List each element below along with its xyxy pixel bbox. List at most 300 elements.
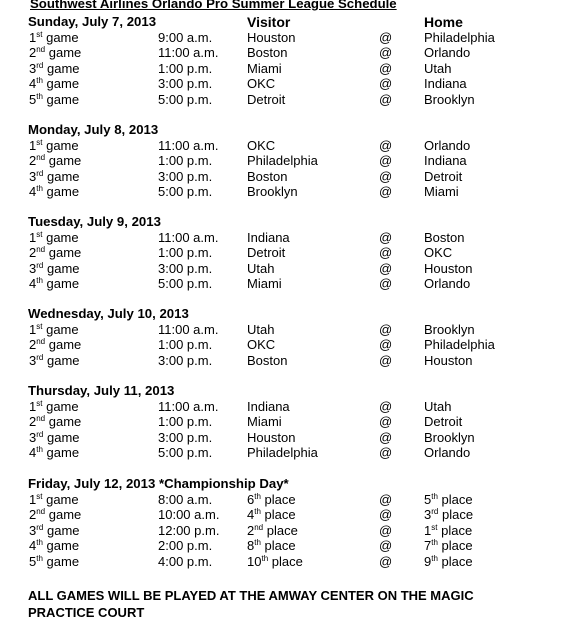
at-symbol: @ xyxy=(379,337,393,353)
visitor-team xyxy=(247,507,296,523)
game-number xyxy=(29,61,80,77)
visitor-team xyxy=(247,322,274,338)
game-time: 3:00 p.m. xyxy=(158,352,213,368)
game-time: 11:00 a.m. xyxy=(158,322,219,337)
game-num-suffix: st xyxy=(36,30,43,39)
at-symbol: @ xyxy=(379,138,393,153)
game-time: 12:00 p.m. xyxy=(158,522,220,538)
home-team xyxy=(424,30,495,46)
home-team xyxy=(424,322,475,338)
game-row xyxy=(0,61,568,77)
at-symbol: @ xyxy=(379,230,393,245)
game-num-suffix: nd xyxy=(36,507,46,517)
game-word: game xyxy=(48,507,82,523)
game-time: 2:00 p.m. xyxy=(158,538,213,554)
game-time: 4:00 p.m. xyxy=(158,553,213,569)
home-team xyxy=(424,399,451,415)
game-number xyxy=(29,492,79,508)
game-time: 5:00 p.m. xyxy=(158,184,213,200)
at-symbol: @ xyxy=(379,91,393,107)
home-name: Utah xyxy=(424,60,452,76)
game-row xyxy=(0,492,568,508)
home-team xyxy=(424,538,473,554)
game-number xyxy=(29,414,81,430)
game-num-suffix: th xyxy=(36,91,43,101)
game-word: game xyxy=(48,414,82,430)
visitor-team xyxy=(247,230,290,246)
at-symbol: @ xyxy=(379,352,393,368)
game-num-suffix: rd xyxy=(36,168,44,178)
home-team xyxy=(424,276,470,292)
home-name: Houston xyxy=(424,260,473,276)
game-time: 1:00 p.m. xyxy=(158,245,213,261)
home-name: Philadelphia xyxy=(424,30,495,45)
visitor-name: Houston xyxy=(247,429,296,445)
game-time: 3:00 p.m. xyxy=(158,429,213,445)
home-name: 3 xyxy=(424,507,432,523)
at-symbol: @ xyxy=(379,184,393,200)
home-suffix: th xyxy=(431,538,438,548)
visitor-name: Boston xyxy=(247,352,288,368)
game-number xyxy=(29,523,80,539)
game-row xyxy=(0,430,568,446)
home-name: 5 xyxy=(424,492,432,507)
game-row xyxy=(0,399,568,415)
home-team xyxy=(424,169,462,185)
game-number xyxy=(29,45,81,61)
at-symbol: @ xyxy=(379,30,393,45)
at-symbol: @ xyxy=(379,45,393,61)
game-word: game xyxy=(46,522,80,538)
visitor-name: Utah xyxy=(247,260,275,276)
game-row xyxy=(0,76,568,92)
at-symbol: @ xyxy=(379,153,393,169)
game-word: game xyxy=(46,91,80,107)
at-symbol: @ xyxy=(379,492,393,507)
game-number xyxy=(29,245,81,261)
home-team xyxy=(424,153,467,169)
game-row xyxy=(0,30,568,46)
game-time: 8:00 a.m. xyxy=(158,492,213,507)
game-word: game xyxy=(46,322,79,337)
visitor-name: 6 xyxy=(247,492,255,507)
visitor-team xyxy=(247,337,275,353)
game-num-suffix: rd xyxy=(36,60,44,70)
game-num-suffix: th xyxy=(36,538,43,548)
game-time: 1:00 p.m. xyxy=(158,153,213,169)
home-team xyxy=(424,245,452,261)
schedule-footer-note: ALL GAMES WILL BE PLAYED AT THE AMWAY CENTER ON THE MAGIC PRACTICE COURT xyxy=(28,588,474,618)
game-word: game xyxy=(48,45,82,61)
home-suffix: th xyxy=(431,492,438,501)
visitor-team xyxy=(247,261,274,277)
game-word: game xyxy=(48,153,82,169)
game-num: 2 xyxy=(29,337,37,353)
game-num-suffix: th xyxy=(36,76,43,86)
game-word: game xyxy=(46,553,80,569)
game-num-suffix: th xyxy=(36,184,43,194)
game-time: 3:00 p.m. xyxy=(158,168,213,184)
game-num-suffix: th xyxy=(36,276,43,286)
game-number xyxy=(29,322,79,338)
game-num-suffix: st xyxy=(36,138,43,147)
visitor-name: OKC xyxy=(247,337,276,353)
at-symbol: @ xyxy=(379,445,393,461)
game-time: 11:00 a.m. xyxy=(158,399,219,414)
game-number xyxy=(29,169,80,185)
game-number xyxy=(29,507,81,523)
game-time: 1:00 p.m. xyxy=(158,337,213,353)
home-name: Detroit xyxy=(424,168,463,184)
visitor-team xyxy=(247,523,298,539)
home-name: Philadelphia xyxy=(424,337,495,353)
game-num: 2 xyxy=(29,507,37,523)
game-num: 2 xyxy=(29,414,37,430)
home-column-header: Home xyxy=(424,14,463,30)
game-word: game xyxy=(46,138,79,153)
visitor-place-word: place xyxy=(271,553,303,569)
game-num-suffix: th xyxy=(36,553,43,563)
day-heading: Wednesday, July 10, 2013 xyxy=(28,306,189,321)
game-row xyxy=(0,353,568,369)
game-num: 3 xyxy=(29,60,37,76)
visitor-name: 8 xyxy=(247,538,255,554)
game-row xyxy=(0,184,568,200)
game-word: game xyxy=(46,184,80,200)
home-place-word: place xyxy=(441,522,473,538)
visitor-suffix: th xyxy=(254,538,261,548)
home-name: 1 xyxy=(424,522,432,538)
visitor-team xyxy=(247,414,282,430)
game-num: 3 xyxy=(29,260,37,276)
at-symbol: @ xyxy=(379,168,393,184)
game-time: 3:00 p.m. xyxy=(158,260,213,276)
visitor-name: Indiana xyxy=(247,230,290,245)
game-num: 1 xyxy=(29,492,37,507)
game-num: 5 xyxy=(29,91,37,107)
home-name: 9 xyxy=(424,553,432,569)
at-symbol: @ xyxy=(379,553,393,569)
game-row xyxy=(0,138,568,154)
home-team xyxy=(424,430,475,446)
visitor-team xyxy=(247,445,318,461)
home-place-word: place xyxy=(441,492,473,507)
home-suffix: rd xyxy=(431,507,439,517)
game-num-suffix: rd xyxy=(36,522,44,532)
visitor-suffix: nd xyxy=(254,522,264,532)
home-name: Utah xyxy=(424,399,452,414)
game-num-suffix: nd xyxy=(36,45,46,55)
visitor-place-word: place xyxy=(264,492,296,507)
home-team xyxy=(424,45,470,61)
game-num-suffix: rd xyxy=(36,352,44,362)
day-heading: Friday, July 12, 2013 *Championship Day* xyxy=(28,476,289,491)
game-num-suffix: nd xyxy=(36,245,46,255)
day-heading: Thursday, July 11, 2013 xyxy=(28,383,175,398)
home-team xyxy=(424,261,472,277)
visitor-team xyxy=(247,538,296,554)
game-num-suffix: st xyxy=(36,399,43,408)
visitor-name: Houston xyxy=(247,30,296,45)
game-time: 1:00 p.m. xyxy=(158,60,213,76)
visitor-name: Philadelphia xyxy=(247,153,318,169)
game-num: 3 xyxy=(29,168,37,184)
game-number xyxy=(29,399,79,415)
visitor-place-word: place xyxy=(264,507,296,523)
visitor-name: Miami xyxy=(247,276,282,292)
home-name: Miami xyxy=(424,184,459,200)
visitor-name: Utah xyxy=(247,322,275,337)
at-symbol: @ xyxy=(379,322,393,337)
game-num: 1 xyxy=(29,322,37,337)
visitor-name: Miami xyxy=(247,60,282,76)
game-time: 3:00 p.m. xyxy=(158,76,213,92)
game-word: game xyxy=(48,337,82,353)
game-word: game xyxy=(46,76,80,92)
game-row xyxy=(0,523,568,539)
visitor-name: OKC xyxy=(247,76,276,92)
game-time: 5:00 p.m. xyxy=(158,276,213,292)
game-word: game xyxy=(46,60,80,76)
home-name: Orlando xyxy=(424,276,471,292)
visitor-team xyxy=(247,169,287,185)
visitor-name: Miami xyxy=(247,414,282,430)
game-word: game xyxy=(46,399,79,414)
home-name: OKC xyxy=(424,245,453,261)
game-row xyxy=(0,276,568,292)
home-team xyxy=(424,337,495,353)
home-name: Orlando xyxy=(424,445,471,461)
visitor-name: Boston xyxy=(247,168,288,184)
visitor-team xyxy=(247,276,282,292)
home-place-word: place xyxy=(441,553,473,569)
game-num-suffix: st xyxy=(36,230,43,239)
game-num: 2 xyxy=(29,153,37,169)
game-num: 1 xyxy=(29,230,37,245)
game-num: 1 xyxy=(29,399,37,414)
home-team xyxy=(424,92,475,108)
home-team xyxy=(424,138,470,154)
game-number xyxy=(29,538,79,554)
home-team xyxy=(424,76,467,92)
game-num: 5 xyxy=(29,553,37,569)
home-team xyxy=(424,445,470,461)
home-name: Orlando xyxy=(424,138,471,153)
game-number xyxy=(29,138,79,154)
game-number xyxy=(29,230,79,246)
game-word: game xyxy=(46,276,80,292)
visitor-name: Detroit xyxy=(247,91,286,107)
game-row xyxy=(0,230,568,246)
visitor-name: 10 xyxy=(247,553,262,569)
game-num-suffix: st xyxy=(36,322,43,331)
game-number xyxy=(29,30,79,46)
visitor-name: 4 xyxy=(247,507,255,523)
home-name: Boston xyxy=(424,230,465,245)
game-time: 5:00 p.m. xyxy=(158,445,213,461)
game-num: 1 xyxy=(29,30,37,45)
game-time: 1:00 p.m. xyxy=(158,414,213,430)
visitor-team xyxy=(247,554,303,570)
game-row xyxy=(0,245,568,261)
visitor-team xyxy=(247,353,287,369)
visitor-team xyxy=(247,92,285,108)
schedule-title: Southwest Airlines Orlando Pro Summer League Schedule xyxy=(30,0,397,11)
at-symbol: @ xyxy=(379,260,393,276)
game-num-suffix: rd xyxy=(36,260,44,270)
game-num: 4 xyxy=(29,184,37,200)
home-team xyxy=(424,353,472,369)
game-number xyxy=(29,92,79,108)
visitor-suffix: th xyxy=(261,553,269,563)
game-time: 11:00 a.m. xyxy=(158,230,219,245)
game-time: 9:00 a.m. xyxy=(158,30,213,45)
home-team xyxy=(424,507,473,523)
visitor-name: OKC xyxy=(247,138,276,153)
visitor-suffix: th xyxy=(254,492,261,501)
visitor-team xyxy=(247,492,296,508)
visitor-place-word: place xyxy=(264,538,296,554)
home-suffix: st xyxy=(431,522,438,532)
game-num-suffix: nd xyxy=(36,414,46,424)
game-row xyxy=(0,169,568,185)
home-name: Orlando xyxy=(424,45,471,61)
home-name: Brooklyn xyxy=(424,91,475,107)
at-symbol: @ xyxy=(379,507,393,523)
home-team xyxy=(424,414,462,430)
game-number xyxy=(29,430,80,446)
visitor-suffix: th xyxy=(254,507,261,517)
visitor-team xyxy=(247,184,298,200)
visitor-team xyxy=(247,153,318,169)
game-num: 2 xyxy=(29,245,37,261)
game-word: game xyxy=(46,492,79,507)
game-num: 4 xyxy=(29,276,37,292)
game-number xyxy=(29,153,81,169)
game-word: game xyxy=(46,538,80,554)
game-num: 4 xyxy=(29,76,37,92)
game-row xyxy=(0,337,568,353)
game-row xyxy=(0,507,568,523)
day-heading: Tuesday, July 9, 2013 xyxy=(28,214,161,229)
game-word: game xyxy=(46,352,80,368)
at-symbol: @ xyxy=(379,429,393,445)
game-number xyxy=(29,353,80,369)
visitor-column-header: Visitor xyxy=(247,14,291,30)
game-word: game xyxy=(46,445,80,461)
game-word: game xyxy=(46,30,79,45)
home-place-word: place xyxy=(441,507,474,523)
at-symbol: @ xyxy=(379,60,393,76)
visitor-place-word: place xyxy=(266,522,298,538)
game-row xyxy=(0,322,568,338)
game-word: game xyxy=(46,168,80,184)
game-row xyxy=(0,92,568,108)
game-row xyxy=(0,414,568,430)
visitor-team xyxy=(247,45,287,61)
game-number xyxy=(29,554,79,570)
game-row xyxy=(0,45,568,61)
game-number xyxy=(29,184,79,200)
home-name: 7 xyxy=(424,538,432,554)
visitor-team xyxy=(247,430,295,446)
at-symbol: @ xyxy=(379,399,393,414)
home-team xyxy=(424,230,464,246)
home-name: Detroit xyxy=(424,414,463,430)
home-name: Indiana xyxy=(424,153,467,169)
game-number xyxy=(29,445,79,461)
visitor-name: Brooklyn xyxy=(247,184,298,200)
day-heading: Sunday, July 7, 2013 xyxy=(28,14,157,29)
game-time: 5:00 p.m. xyxy=(158,91,213,107)
game-row xyxy=(0,538,568,554)
at-symbol: @ xyxy=(379,276,393,292)
game-number xyxy=(29,76,79,92)
home-name: Brooklyn xyxy=(424,322,475,337)
game-num: 3 xyxy=(29,352,37,368)
visitor-name: Boston xyxy=(247,45,288,61)
game-word: game xyxy=(46,230,79,245)
game-number xyxy=(29,337,81,353)
game-num-suffix: nd xyxy=(36,337,46,347)
visitor-team xyxy=(247,30,295,46)
game-number xyxy=(29,261,80,277)
home-team xyxy=(424,492,473,508)
visitor-team xyxy=(247,245,285,261)
home-team xyxy=(424,61,451,77)
home-team xyxy=(424,184,459,200)
game-num: 3 xyxy=(29,429,37,445)
visitor-team xyxy=(247,138,275,154)
at-symbol: @ xyxy=(379,245,393,261)
game-num-suffix: th xyxy=(36,445,43,455)
day-heading: Monday, July 8, 2013 xyxy=(28,122,159,137)
visitor-team xyxy=(247,61,282,77)
home-team xyxy=(424,523,472,539)
home-team xyxy=(424,554,473,570)
game-time: 11:00 a.m. xyxy=(158,138,219,153)
game-num: 2 xyxy=(29,45,37,61)
visitor-name: Philadelphia xyxy=(247,445,318,461)
at-symbol: @ xyxy=(379,522,393,538)
game-time: 11:00 a.m. xyxy=(158,45,219,61)
game-number xyxy=(29,276,79,292)
home-suffix: th xyxy=(431,553,438,563)
home-name: Brooklyn xyxy=(424,429,475,445)
game-word: game xyxy=(46,260,80,276)
game-time: 10:00 a.m. xyxy=(158,507,220,523)
game-num-suffix: st xyxy=(36,492,43,501)
visitor-name: Detroit xyxy=(247,245,286,261)
game-row xyxy=(0,445,568,461)
visitor-name: 2 xyxy=(247,522,255,538)
game-word: game xyxy=(46,429,80,445)
game-word: game xyxy=(48,245,82,261)
home-place-word: place xyxy=(441,538,473,554)
at-symbol: @ xyxy=(379,414,393,430)
visitor-team xyxy=(247,76,275,92)
game-row xyxy=(0,554,568,570)
game-num: 1 xyxy=(29,138,37,153)
game-num-suffix: rd xyxy=(36,429,44,439)
at-symbol: @ xyxy=(379,538,393,554)
at-symbol: @ xyxy=(379,76,393,92)
game-num: 3 xyxy=(29,522,37,538)
game-row xyxy=(0,153,568,169)
home-name: Houston xyxy=(424,352,473,368)
home-name: Indiana xyxy=(424,76,467,92)
visitor-name: Indiana xyxy=(247,399,290,414)
